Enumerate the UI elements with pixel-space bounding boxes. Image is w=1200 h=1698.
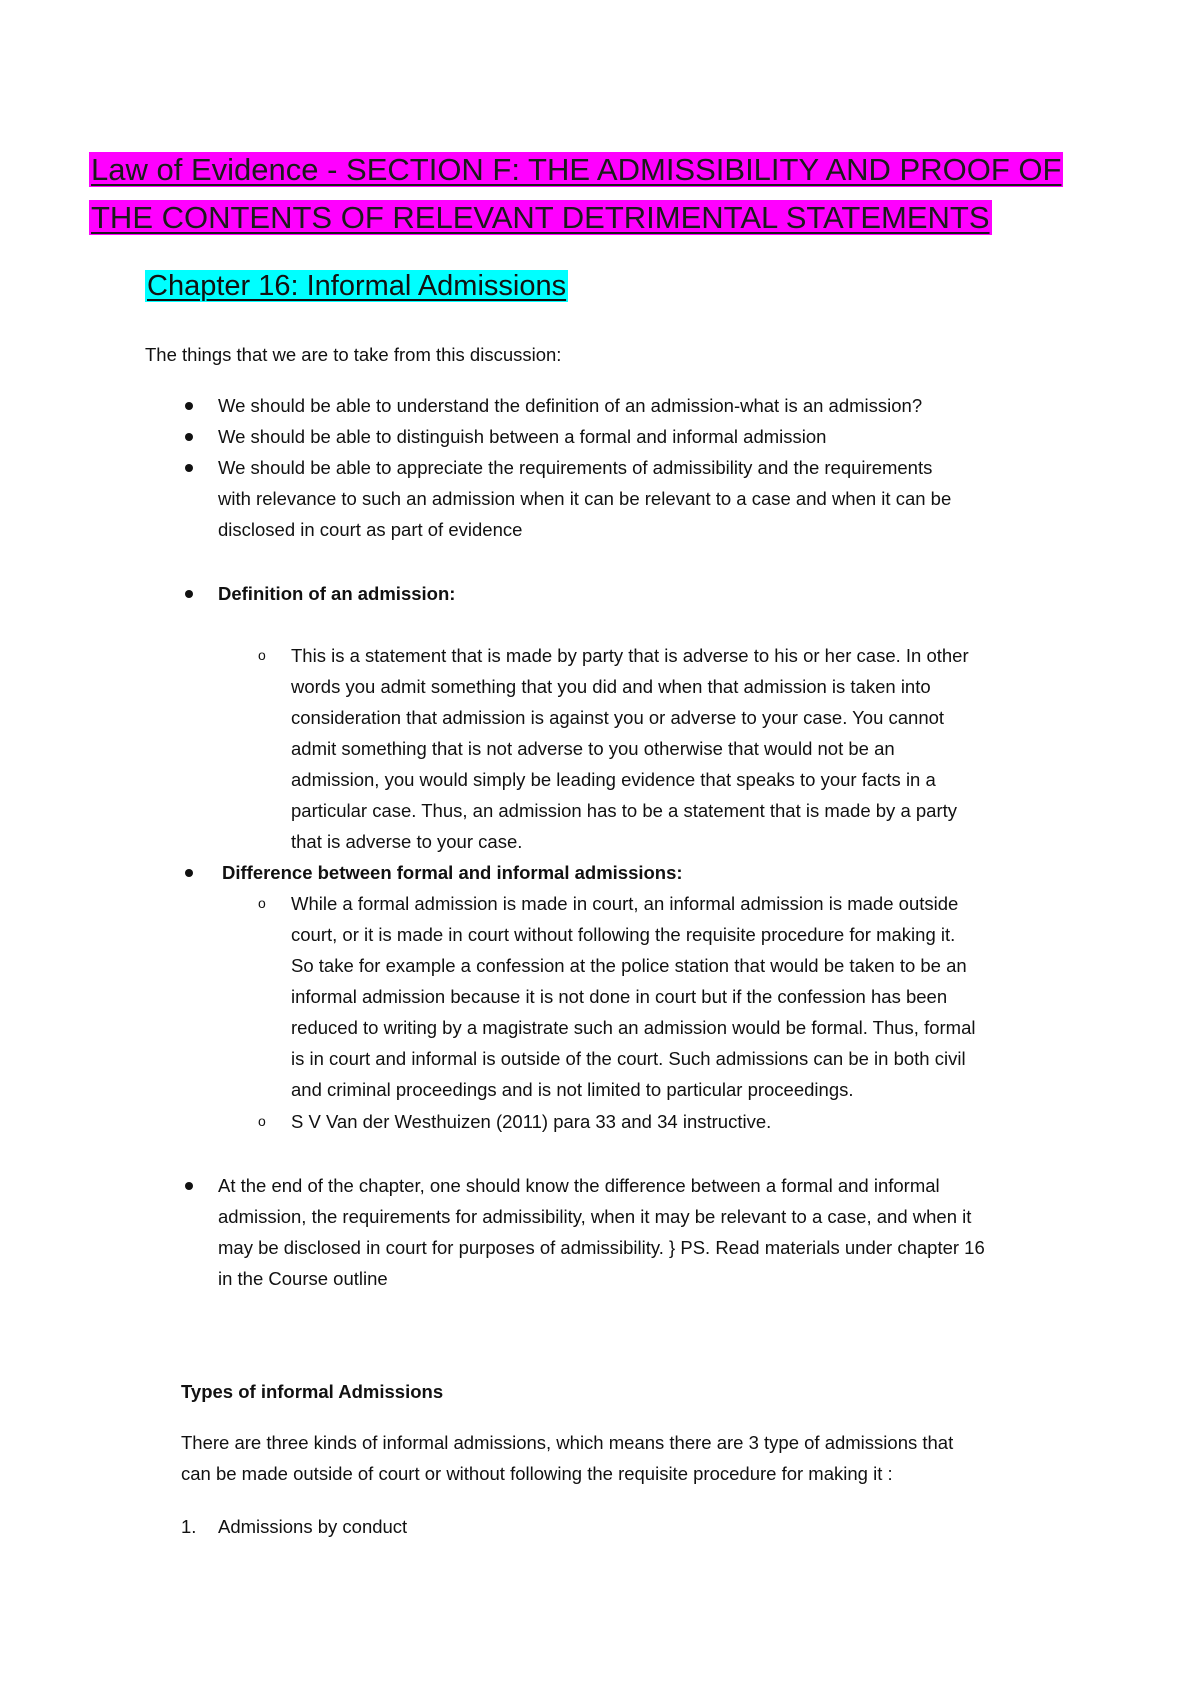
- difference-line: and criminal proceedings and is not limited to particular proceedings.: [291, 1079, 854, 1100]
- difference-line: court, or it is made in court without following the requisite procedure for making it.: [291, 924, 956, 945]
- document-title-line-1: Law of Evidence - SECTION F: THE ADMISSIBILITY AND PROOF OF: [91, 152, 1062, 187]
- document-title-line-2: THE CONTENTS OF RELEVANT DETRIMENTAL STATEMENTS: [91, 200, 990, 235]
- summary-line: admission, the requirements for admissibility, when it may be relevant to a case, and when it: [218, 1206, 972, 1227]
- types-intro-line: There are three kinds of informal admissions, which means there are 3 type of admissions that: [181, 1432, 954, 1453]
- definition-line: particular case. Thus, an admission has to be a statement that is made by a party: [291, 800, 958, 821]
- difference-line: While a formal admission is made in court, an informal admission is made outside: [291, 893, 959, 914]
- difference-line: So take for example a confession at the police station that would be taken to be an: [291, 955, 967, 976]
- definition-line: admission, you would simply be leading evidence that speaks to your facts in a: [291, 769, 936, 790]
- definition-line: that is adverse to your case.: [291, 831, 523, 852]
- bullet-icon: [185, 402, 193, 410]
- goal-item: We should be able to distinguish between a formal and informal admission: [218, 426, 827, 447]
- bullet-icon: [185, 869, 193, 877]
- sub-bullet-icon: o: [258, 647, 266, 663]
- difference-line: reduced to writing by a magistrate such an admission would be formal. Thus, formal: [291, 1017, 976, 1038]
- types-intro-line: can be made outside of court or without following the requisite procedure for making it :: [181, 1463, 893, 1484]
- definition-line: words you admit something that you did and when that admission is taken into: [291, 676, 931, 697]
- summary-line: in the Course outline: [218, 1268, 388, 1289]
- types-heading: Types of informal Admissions: [181, 1381, 444, 1402]
- bullet-icon: [185, 464, 193, 472]
- goal-item: We should be able to appreciate the requirements of admissibility and the requirements: [218, 457, 933, 478]
- difference-heading: Difference between formal and informal admissions:: [222, 862, 683, 883]
- difference-line: is in court and informal is outside of the court. Such admissions can be in both civil: [291, 1048, 966, 1069]
- goal-item-continued: with relevance to such an admission when it can be relevant to a case and when it can be: [218, 488, 952, 509]
- definition-heading: Definition of an admission:: [218, 583, 456, 604]
- sub-bullet-icon: o: [258, 1113, 266, 1129]
- summary-line: may be disclosed in court for purposes of admissibility. } PS. Read materials under chapter 16: [218, 1237, 985, 1258]
- difference-line: informal admission because it is not done in court but if the confession has been: [291, 986, 948, 1007]
- summary-line: At the end of the chapter, one should know the difference between a formal and informal: [218, 1175, 940, 1196]
- goal-item: We should be able to understand the definition of an admission-what is an admission?: [218, 395, 923, 416]
- definition-line: This is a statement that is made by party that is adverse to his or her case. In other: [291, 645, 969, 666]
- definition-line: consideration that admission is against you or adverse to your case. You cannot: [291, 707, 945, 728]
- goal-item-continued: disclosed in court as part of evidence: [218, 519, 523, 540]
- sub-bullet-icon: o: [258, 895, 266, 911]
- intro-text: The things that we are to take from this discussion:: [145, 344, 562, 365]
- definition-line: admit something that is not adverse to you otherwise that would not be an: [291, 738, 895, 759]
- case-reference: S V Van der Westhuizen (2011) para 33 and 34 instructive.: [291, 1111, 772, 1132]
- bullet-icon: [185, 590, 193, 598]
- list-number: 1.: [181, 1516, 197, 1537]
- bullet-icon: [185, 433, 193, 441]
- bullet-icon: [185, 1182, 193, 1190]
- chapter-heading: Chapter 16: Informal Admissions: [147, 270, 567, 302]
- list-item: Admissions by conduct: [218, 1516, 408, 1537]
